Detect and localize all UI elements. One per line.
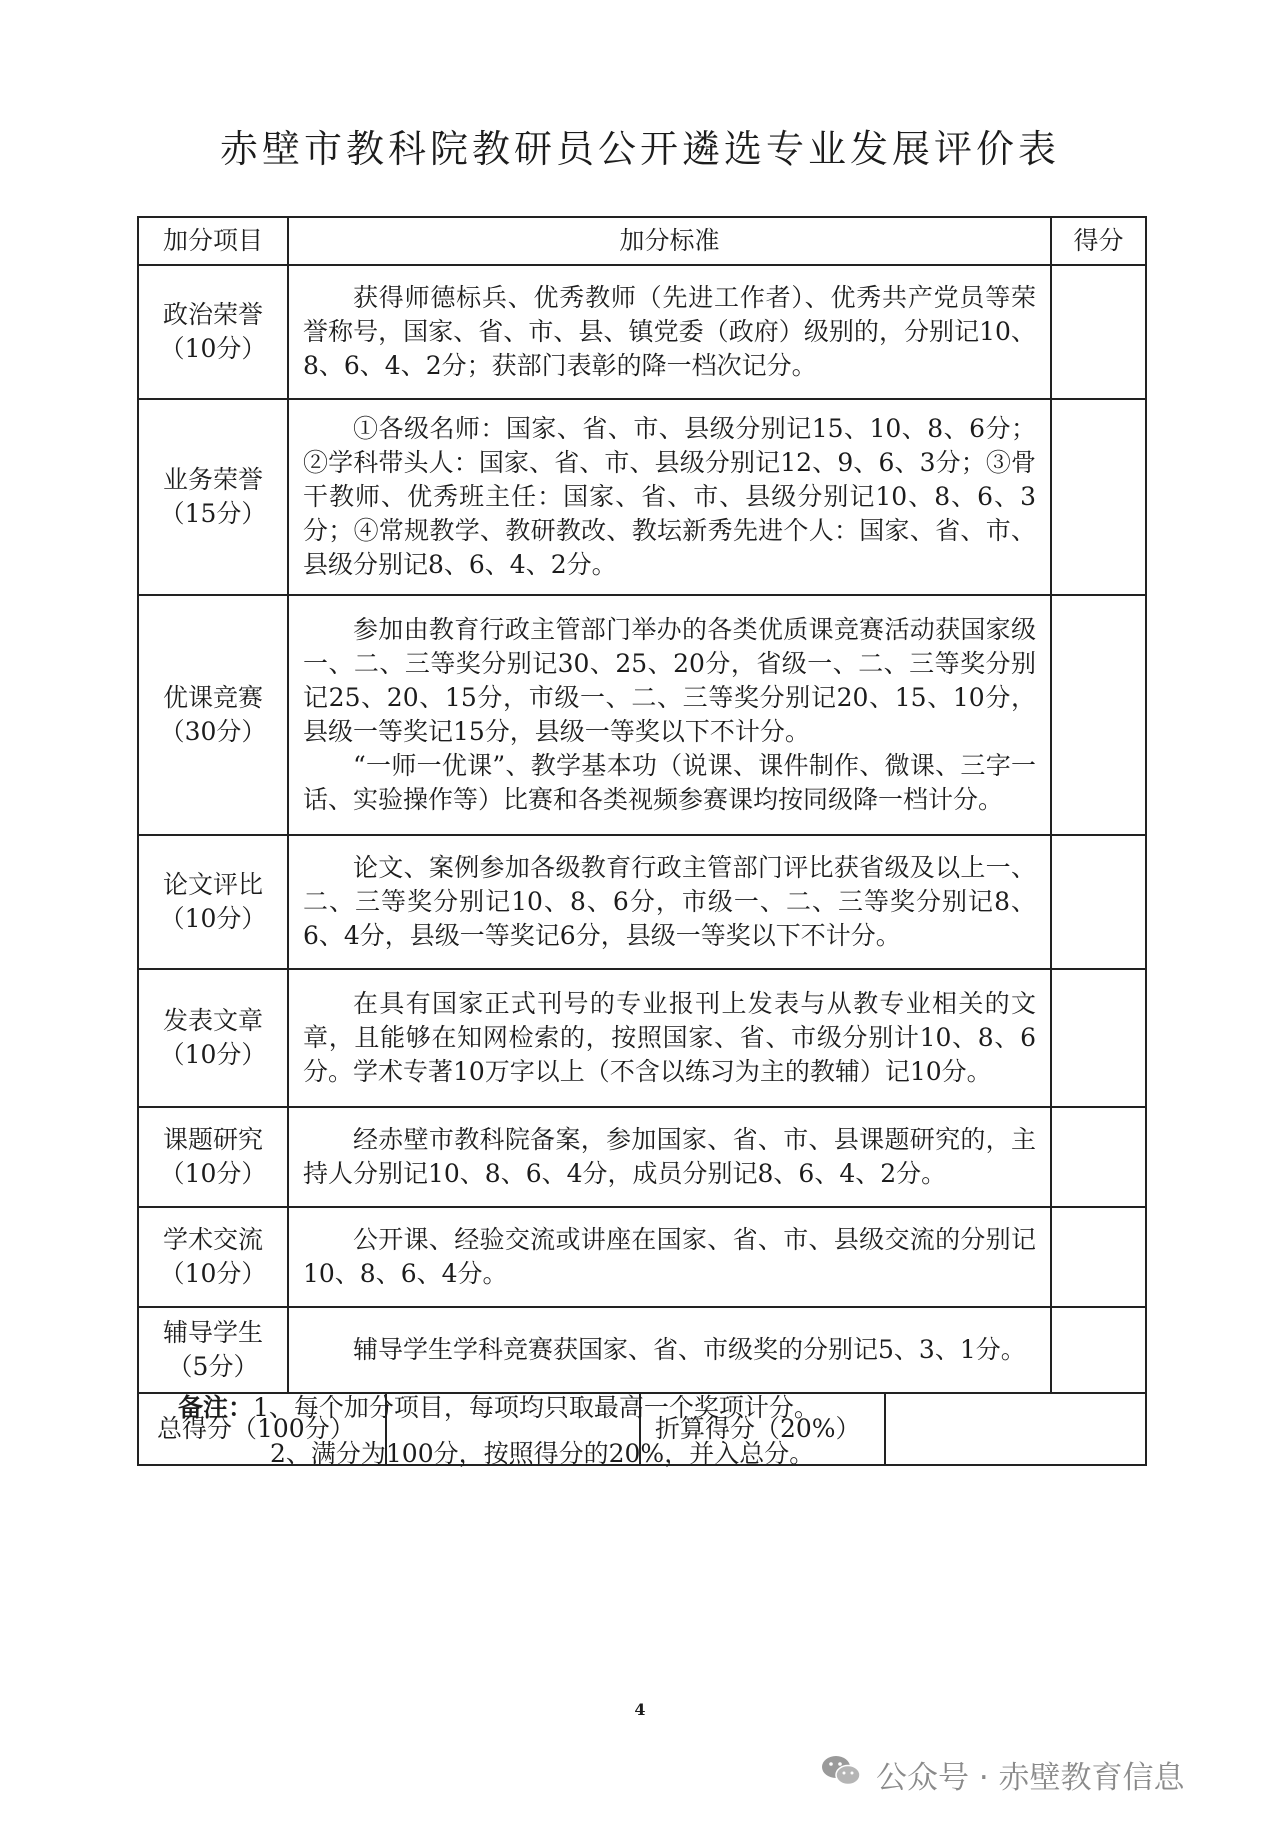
standard-cell bbox=[288, 595, 1051, 835]
header-score: 得分 bbox=[1051, 217, 1146, 265]
header-item: 加分项目 bbox=[138, 217, 288, 265]
item-cell bbox=[138, 1107, 288, 1207]
converted-score-label: 折算得分（20%） bbox=[640, 1394, 885, 1464]
score-cell[interactable] bbox=[1051, 1307, 1146, 1393]
item-points: （5分） bbox=[167, 1352, 259, 1381]
score-cell[interactable] bbox=[1051, 399, 1146, 595]
score-cell[interactable] bbox=[1051, 1207, 1146, 1307]
item-cell bbox=[138, 1307, 288, 1393]
item-name: 论文评比 bbox=[162, 870, 263, 899]
item-name: 政治荣誉 bbox=[162, 300, 263, 329]
converted-score-value[interactable] bbox=[885, 1394, 1145, 1464]
page-number: 4 bbox=[634, 1700, 646, 1719]
standard-text: ①各级名师：国家、省、市、县级分别记15、10、8、6分；②学科带头人：国家、省、市、县级分别记12、9、6、3分；③骨干教师、优秀班主任：国家、省、市、县级分别记10、8、6、3分；④常规教学、教研教改、教坛新秀先进个人：国家、省、市、县级分别记8、6、4、2分。 bbox=[303, 414, 1036, 579]
standard-text: 论文、案例参加各级教育行政主管部门评比获省级及以上一、二、三等奖分别记10、8、6分，市级一、二、三等奖分别记8、6、4分，县级一等奖记6分，县级一等奖以下不计分。 bbox=[303, 853, 1036, 950]
table-row bbox=[138, 265, 1146, 399]
table-header-row bbox=[138, 217, 1146, 265]
table-row bbox=[138, 595, 1146, 835]
item-cell bbox=[138, 835, 288, 969]
item-name: 课题研究 bbox=[162, 1125, 263, 1154]
table-row bbox=[138, 1307, 1146, 1393]
standard-cell bbox=[288, 1207, 1051, 1307]
item-cell bbox=[138, 969, 288, 1107]
table-row bbox=[138, 1107, 1146, 1207]
item-cell bbox=[138, 1207, 288, 1307]
wechat-icon bbox=[820, 1753, 876, 1797]
score-cell[interactable] bbox=[1051, 265, 1146, 399]
item-name: 发表文章 bbox=[162, 1006, 263, 1035]
standard-cell bbox=[288, 265, 1051, 399]
item-points: （10分） bbox=[159, 1040, 267, 1069]
item-points: （10分） bbox=[159, 1259, 267, 1288]
standard-text: 参加由教育行政主管部门举办的各类优质课竞赛活动获国家级一、二、三等奖分别记30、25、20分，省级一、二、三等奖分别记25、20、15分，市级一、二、三等奖分别记20、15、10分，县级一等奖记15分，县级一等奖以下不计分。 bbox=[303, 615, 1036, 746]
standard-cell bbox=[288, 969, 1051, 1107]
item-points: （10分） bbox=[159, 904, 267, 933]
table-row bbox=[138, 969, 1146, 1107]
standard-text: 获得师德标兵、优秀教师（先进工作者）、优秀共产党员等荣誉称号，国家、省、市、县、镇党委（政府）级别的，分别记10、8、6、4、2分；获部门表彰的降一档次记分。 bbox=[303, 283, 1036, 380]
item-name: 辅导学生 bbox=[162, 1318, 263, 1347]
note-line bbox=[178, 1385, 819, 1431]
item-points: （15分） bbox=[159, 499, 267, 528]
header-standard: 加分标准 bbox=[288, 217, 1051, 265]
score-cell[interactable] bbox=[1051, 595, 1146, 835]
item-name: 业务荣誉 bbox=[162, 465, 263, 494]
item-name: 优课竞赛 bbox=[162, 683, 263, 712]
standard-text: 在具有国家正式刊号的专业报刊上发表与从教专业相关的文章，且能够在知网检索的，按照国家、省、市级分别计10、8、6分。学术专著10万字以上（不含以练习为主的教辅）记10分。 bbox=[303, 989, 1036, 1086]
item-points: （30分） bbox=[159, 717, 267, 746]
item-name: 学术交流 bbox=[162, 1225, 263, 1254]
note-item: 1、每个加分项目，每项均只取最高一个奖项计分。 bbox=[253, 1393, 819, 1422]
document-title: 赤壁市教科院教研员公开遴选专业发展评价表 bbox=[219, 127, 1060, 171]
item-cell bbox=[138, 265, 288, 399]
note-item: 2、满分为100分，按照得分的20%，并入总分。 bbox=[270, 1439, 815, 1468]
watermark-text: 公众号 · 赤壁教育信息 bbox=[876, 1760, 1185, 1796]
standard-text: “一师一优课”、教学基本功（说课、课件制作、微课、三字一话、实验操作等）比赛和各类视频参赛课均按同级降一档计分。 bbox=[303, 751, 1036, 814]
notes-label: 备注： bbox=[178, 1393, 254, 1422]
standard-text: 公开课、经验交流或讲座在国家、省、市、县级交流的分别记10、8、6、4分。 bbox=[303, 1225, 1036, 1288]
standard-cell bbox=[288, 1307, 1051, 1393]
table-row bbox=[138, 399, 1146, 595]
total-score-label: 总得分（100分） bbox=[139, 1394, 386, 1464]
evaluation-table bbox=[137, 216, 1147, 1466]
item-points: （10分） bbox=[159, 1159, 267, 1188]
item-points: （10分） bbox=[159, 334, 267, 363]
standard-cell bbox=[288, 835, 1051, 969]
note-line bbox=[178, 1431, 819, 1477]
notes bbox=[178, 1385, 819, 1477]
standard-text: 经赤壁市教科院备案，参加国家、省、市、县课题研究的，主持人分别记10、8、6、4分，成员分别记8、6、4、2分。 bbox=[303, 1125, 1036, 1188]
standard-text: 辅导学生学科竞赛获国家、省、市级奖的分别记5、3、1分。 bbox=[353, 1335, 1026, 1364]
item-cell bbox=[138, 595, 288, 835]
score-cell[interactable] bbox=[1051, 1107, 1146, 1207]
item-cell bbox=[138, 399, 288, 595]
score-cell[interactable] bbox=[1051, 969, 1146, 1107]
watermark bbox=[820, 1752, 1185, 1797]
table-row bbox=[138, 1207, 1146, 1307]
table-row bbox=[138, 835, 1146, 969]
standard-cell bbox=[288, 1107, 1051, 1207]
score-cell[interactable] bbox=[1051, 835, 1146, 969]
standard-cell bbox=[288, 399, 1051, 595]
